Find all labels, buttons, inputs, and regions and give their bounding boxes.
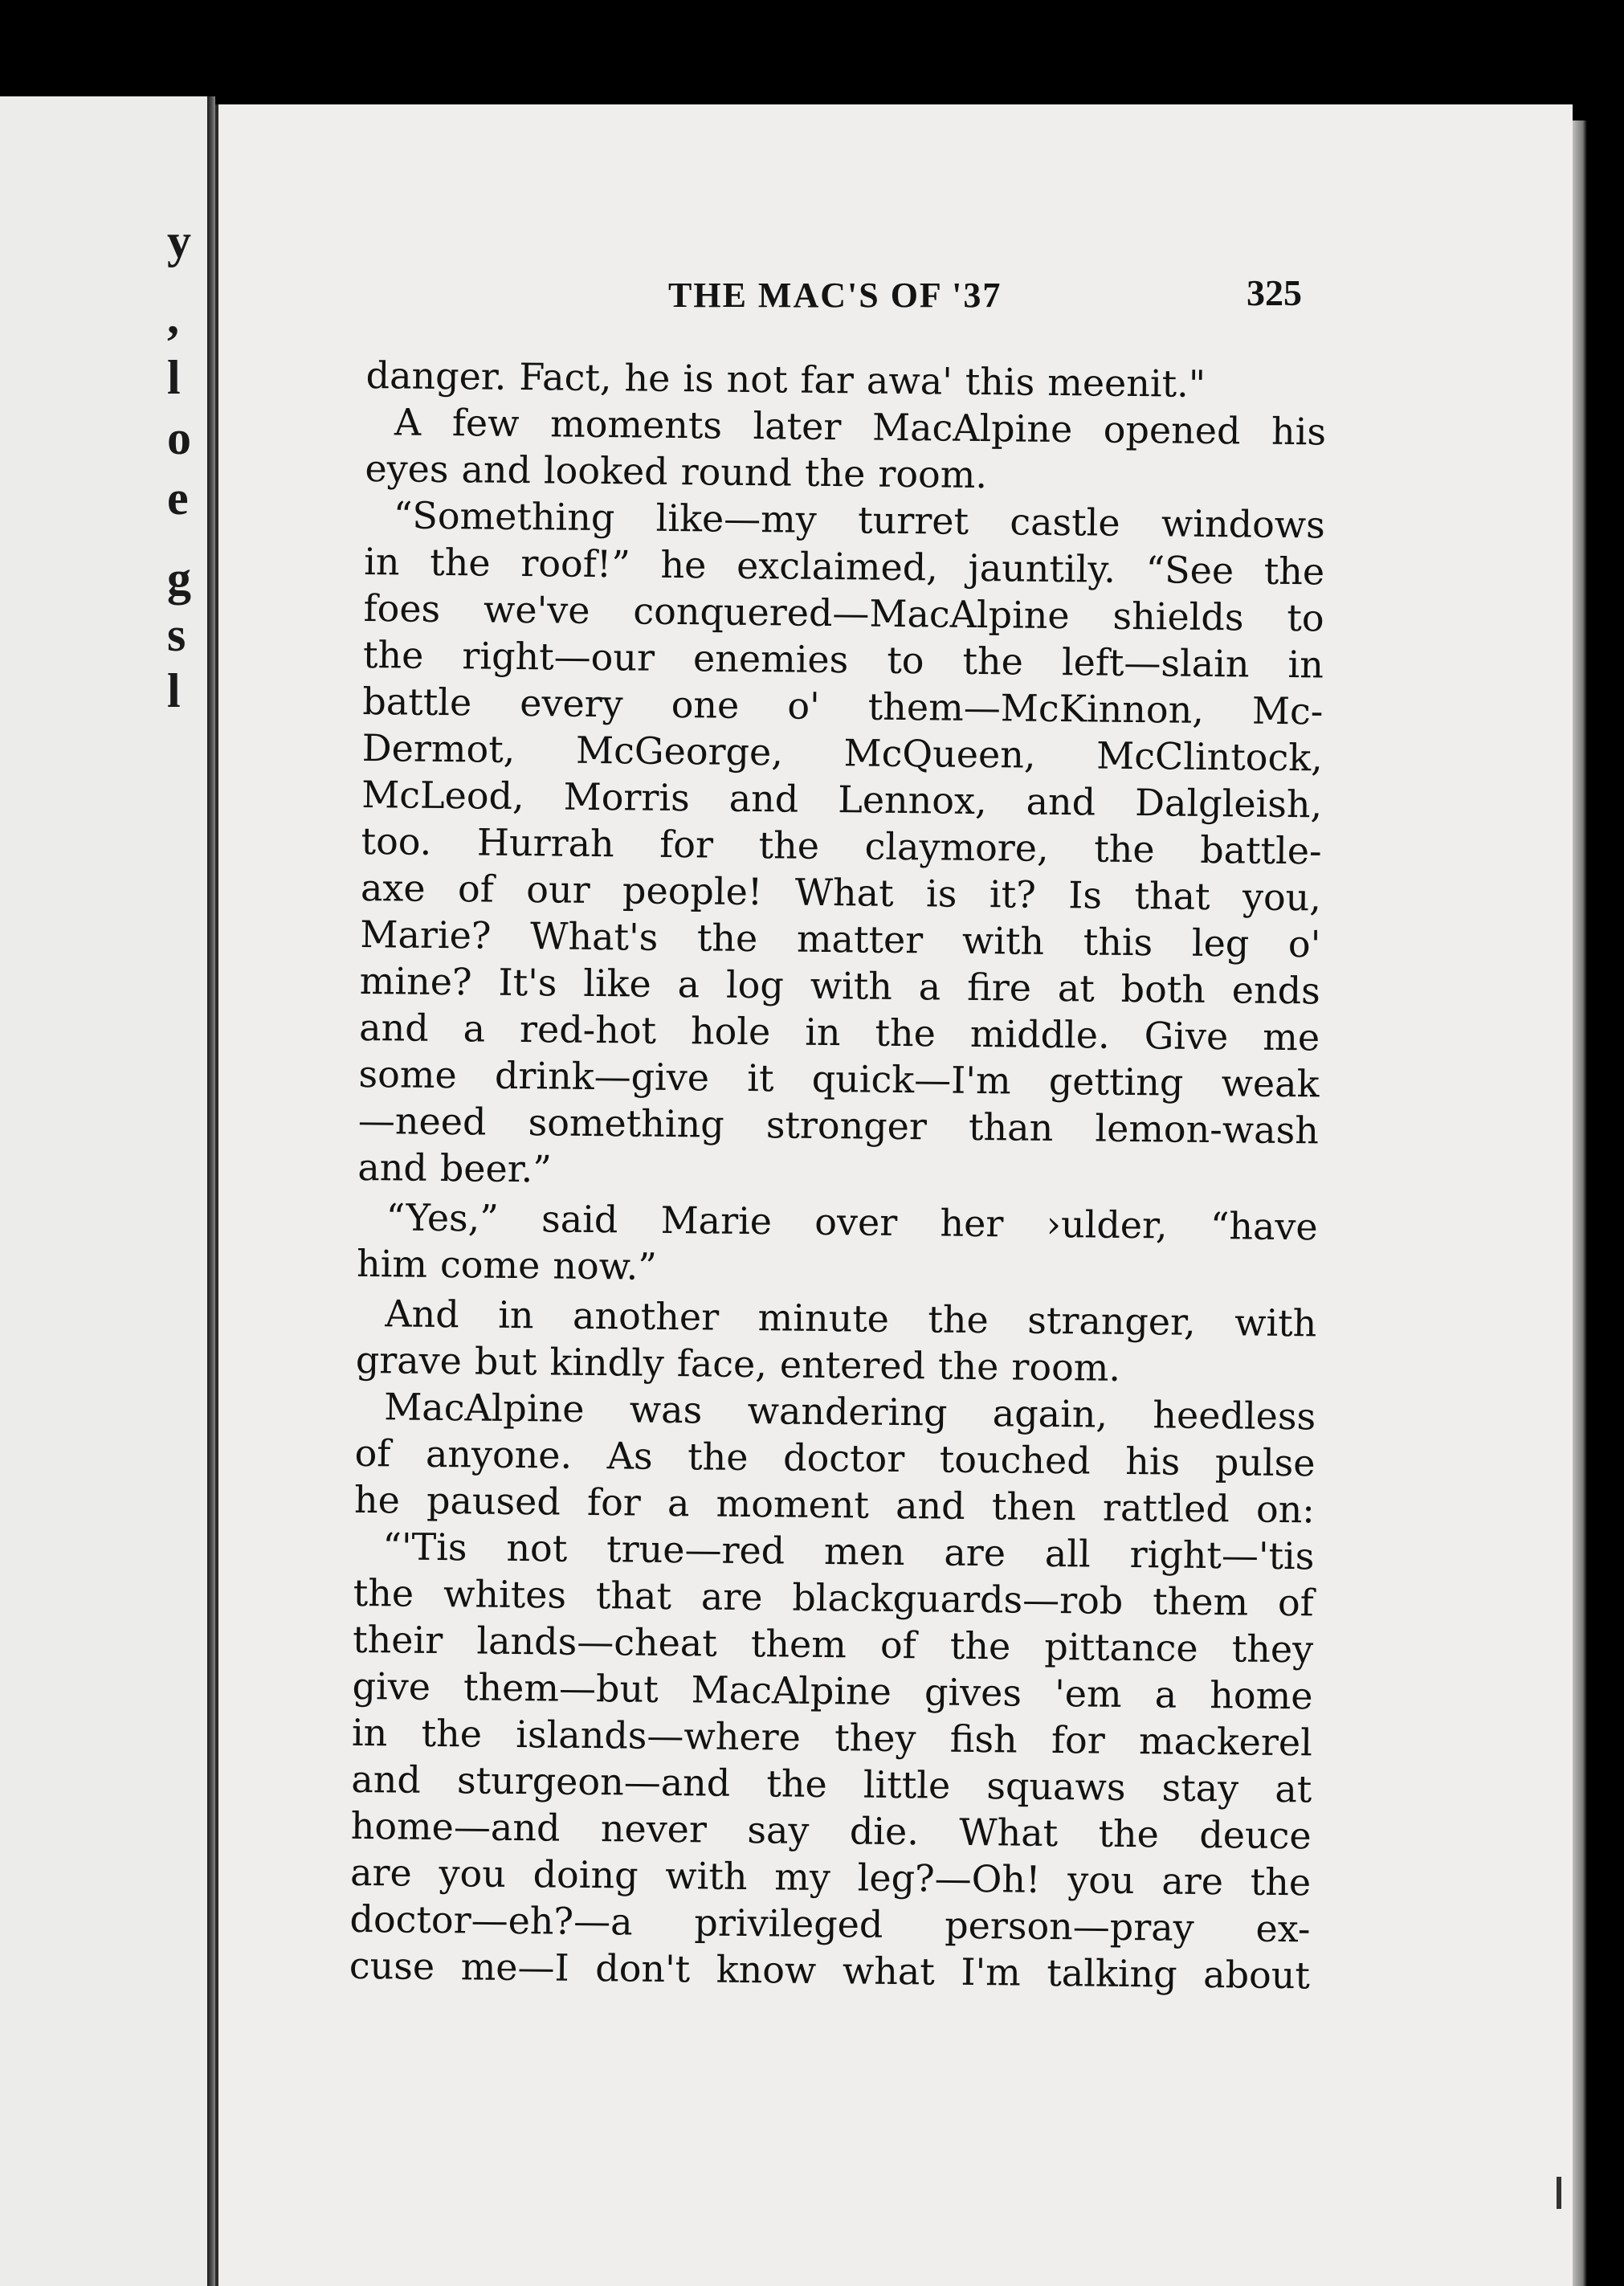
page-edge: [1573, 120, 1587, 2286]
text-line: too. Hurrah for the claymore, the battle-: [361, 818, 1322, 873]
text-line: give them—but MacAlpine gives 'em a home: [352, 1663, 1313, 1718]
text-line: eyes and looked round the room.: [365, 446, 988, 497]
text-line: and beer.”: [357, 1145, 553, 1191]
text-line: the right—our enemies to the left—slain in: [362, 632, 1324, 687]
facing-page-text-fragment: g: [167, 552, 191, 605]
text-line: their lands—cheat them of the pittance they: [352, 1617, 1314, 1672]
text-line: some drink—give it quick—I'm getting weak: [358, 1051, 1320, 1106]
text-line: in the roof!” he exclaimed, jauntily. “See the: [363, 539, 1325, 594]
text-line: And in another minute the stranger, with: [385, 1292, 1317, 1345]
body-text: [349, 352, 1327, 1998]
facing-page-text-fragment: l: [167, 664, 181, 717]
text-line: MacAlpine was wandering again, heedless: [383, 1385, 1316, 1439]
text-line: A few moments later MacAlpine opened his: [394, 400, 1327, 454]
facing-page-text-fragment: ,: [167, 291, 179, 344]
facing-page-text-fragment: s: [167, 608, 186, 661]
facing-page-text-fragment: o: [167, 411, 191, 464]
text-line: axe of our people! What is it? Is that you,: [360, 865, 1322, 920]
text-line: Marie? What's the matter with this leg o': [360, 912, 1321, 966]
text-line: “Yes,” said Marie over her ›ulder, “have: [386, 1195, 1318, 1249]
text-line: cuse me—I don't know what I'm talking about: [349, 1943, 1311, 1998]
text-line: —need something stronger than lemon-wash: [357, 1098, 1320, 1153]
scan-artifact: [1557, 2177, 1561, 2209]
text-line: battle every one o' them—McKinnon, Mc-: [362, 679, 1324, 733]
text-line: McLeod, Morris and Lennox, and Dalgleish,: [361, 772, 1323, 827]
text-line: the whites that are blackguards—rob them of: [353, 1570, 1315, 1625]
text-line: him come now.”: [356, 1241, 658, 1288]
text-line: “Something like—my turret castle windows: [393, 493, 1326, 547]
running-head: THE MAC'S OF '37: [668, 276, 1002, 315]
text-line: Dermot, McGeorge, McQueen, McClintock,: [361, 725, 1324, 780]
text-line: and a red-hot hole in the middle. Give me: [358, 1005, 1320, 1059]
page-number: 325: [1247, 272, 1302, 313]
text-line: are you doing with my leg?—Oh! you are the: [349, 1850, 1312, 1904]
facing-page-text-fragment: l: [167, 351, 181, 404]
text-line: doctor—eh?—a privileged person—pray ex-: [349, 1896, 1311, 1951]
text-line: “'Tis not true—red men are all right—'tis: [382, 1525, 1315, 1578]
text-line: and sturgeon—and the little squaws stay at: [351, 1757, 1312, 1811]
text-line: grave but kindly face, entered the room.: [355, 1337, 1121, 1390]
text-line: in the islands—where they fish for mackerel: [351, 1710, 1313, 1765]
book-page: [215, 104, 1573, 2286]
gutter-shadow: [207, 96, 215, 2286]
text-line: danger. Fact, he is not far awa' this meenit.": [365, 353, 1206, 406]
text-line: home—and never say die. What the deuce: [350, 1803, 1312, 1858]
text-line: he paused for a moment and then rattled on:: [353, 1477, 1316, 1532]
facing-page-text-fragment: e: [167, 471, 189, 525]
facing-page-text-fragment: y: [167, 214, 191, 267]
facing-page-fragment: [0, 96, 207, 2286]
text-line: of anyone. As the doctor touched his pulse: [354, 1431, 1316, 1485]
text-line: mine? It's like a log with a fire at both ends: [359, 958, 1321, 1013]
text-line: foes we've conquered—MacAlpine shields to: [363, 586, 1324, 640]
